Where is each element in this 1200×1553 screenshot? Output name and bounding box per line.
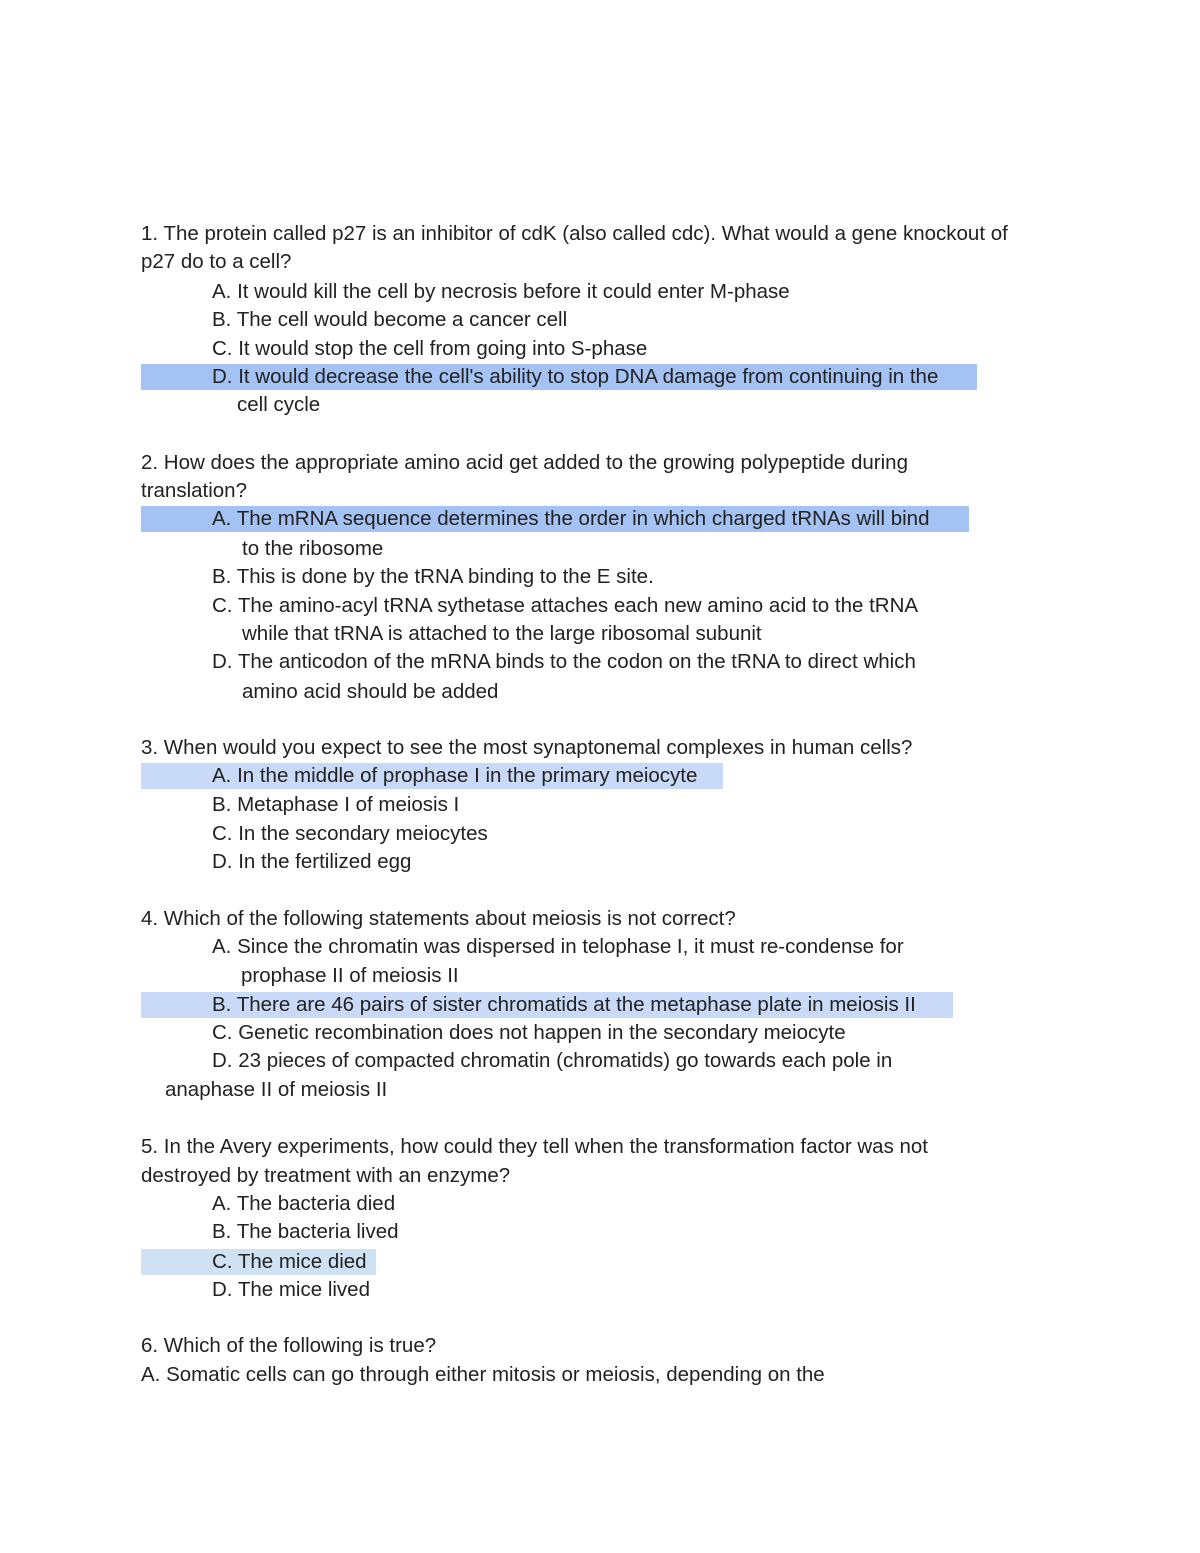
answer-option: C. The amino-acyl tRNA sythetase attaches each new amino acid to the tRNA <box>212 594 919 617</box>
answer-option-continuation: prophase II of meiosis II <box>241 964 459 987</box>
answer-option-correct: D. It would decrease the cell's ability to stop DNA damage from continuing in the <box>212 365 939 388</box>
answer-option: D. The mice lived <box>212 1278 370 1301</box>
answer-option: C. Genetic recombination does not happen in the secondary meiocyte <box>212 1021 846 1044</box>
answer-option-continuation: anaphase II of meiosis II <box>165 1078 388 1101</box>
answer-option-correct: A. The mRNA sequence determines the order in which charged tRNAs will bind <box>212 507 930 530</box>
answer-option-continuation: while that tRNA is attached to the large ribosomal subunit <box>242 622 762 645</box>
answer-option: B. The cell would become a cancer cell <box>212 308 568 331</box>
answer-option-continuation: to the ribosome <box>242 537 384 560</box>
answer-option: C. In the secondary meiocytes <box>212 822 488 845</box>
answer-option-continuation: amino acid should be added <box>242 680 499 703</box>
answer-option-correct: A. In the middle of prophase I in the primary meiocyte <box>212 764 698 787</box>
answer-option: D. In the fertilized egg <box>212 850 412 873</box>
question-text: 5. In the Avery experiments, how could they tell when the transformation factor was not <box>141 1135 929 1158</box>
answer-option: D. 23 pieces of compacted chromatin (chromatids) go towards each pole in <box>212 1049 893 1072</box>
question-text: destroyed by treatment with an enzyme? <box>141 1164 511 1187</box>
question-text: p27 do to a cell? <box>141 250 292 273</box>
question-text: translation? <box>141 479 247 502</box>
answer-option: B. Metaphase I of meiosis I <box>212 793 460 816</box>
answer-option: D. The anticodon of the mRNA binds to the codon on the tRNA to direct which <box>212 650 916 673</box>
answer-option: B. The bacteria lived <box>212 1220 399 1243</box>
answer-option: C. It would stop the cell from going into S-phase <box>212 337 648 360</box>
answer-option: A. Somatic cells can go through either mitosis or meiosis, depending on the <box>141 1363 825 1386</box>
question-text: 1. The protein called p27 is an inhibitor of cdK (also called cdc). What would a gene knockout of <box>141 222 1008 245</box>
answer-option: A. The bacteria died <box>212 1192 396 1215</box>
answer-option: B. This is done by the tRNA binding to the E site. <box>212 565 654 588</box>
question-text: 2. How does the appropriate amino acid get added to the growing polypeptide during <box>141 451 908 474</box>
question-text: 4. Which of the following statements about meiosis is not correct? <box>141 907 736 930</box>
answer-option-continuation: cell cycle <box>237 393 321 416</box>
answer-option-correct: C. The mice died <box>212 1250 367 1273</box>
answer-option: A. It would kill the cell by necrosis before it could enter M-phase <box>212 280 790 303</box>
answer-option-correct: B. There are 46 pairs of sister chromatids at the metaphase plate in meiosis II <box>212 993 916 1016</box>
answer-option: A. Since the chromatin was dispersed in telophase I, it must re-condense for <box>212 935 904 958</box>
question-text: 3. When would you expect to see the most synaptonemal complexes in human cells? <box>141 736 913 759</box>
question-text: 6. Which of the following is true? <box>141 1334 437 1357</box>
